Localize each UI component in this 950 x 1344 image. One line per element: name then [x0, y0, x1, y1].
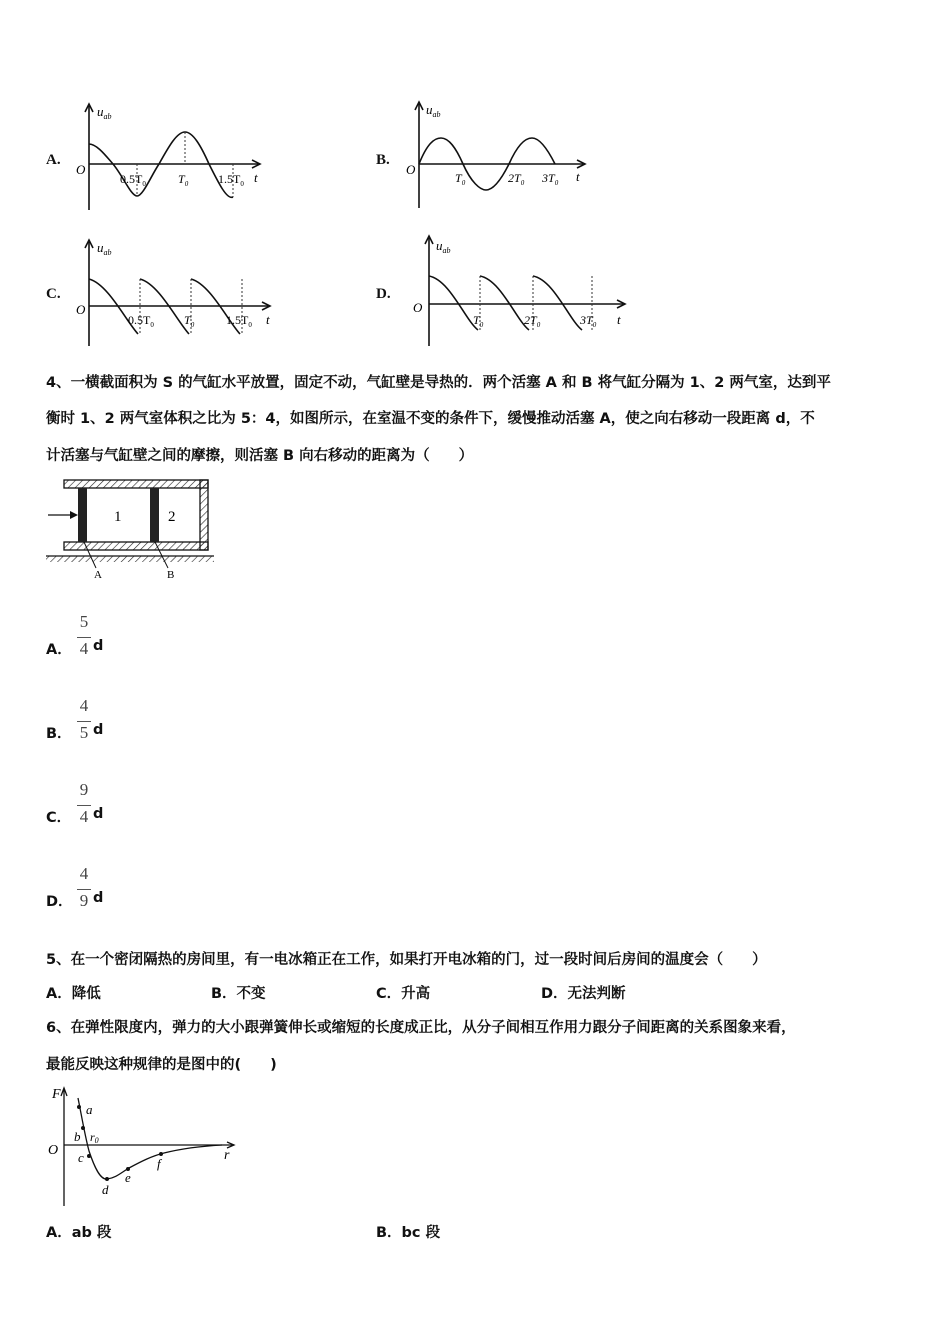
svg-text:t: t	[266, 312, 270, 327]
svg-text:3T0: $3T_0$	[580, 313, 597, 329]
option-unit: d	[93, 722, 104, 738]
q3-option-c-graph	[70, 236, 280, 348]
svg-text:2T0: $2T_0$	[508, 171, 525, 187]
tick-label: $0.5T_0$	[120, 172, 146, 188]
cylinder-end-wall	[200, 480, 208, 550]
tick-label: $T_0$	[178, 172, 189, 188]
ground-hatch	[46, 556, 214, 562]
svg-text:b: b	[74, 1129, 81, 1144]
svg-text:2T0: $2T_0$	[524, 313, 541, 329]
q4-text-line: 计活塞与气缸壁之间的摩擦，则活塞 B 向右移动的距离为（ ）	[46, 448, 474, 464]
q5-option-a[interactable]: A．降低	[46, 986, 101, 1002]
q5-option-c[interactable]: C．升高	[376, 986, 431, 1002]
option-unit: d	[93, 806, 104, 822]
x-label: r	[224, 1148, 230, 1163]
svg-text:uab: $u_{ab}$	[426, 102, 441, 119]
q3-option-d-label: D.	[376, 286, 391, 302]
q5-text: 5、在一个密闭隔热的房间里，有一电冰箱正在工作，如果打开电冰箱的门，过一段时间后房间的温度会（ ）	[46, 952, 767, 968]
svg-text:O: O	[413, 300, 423, 315]
q4-text-line: 衡时 1、2 两气室体积之比为 5：4，如图所示，在室温不变的条件下，缓慢推动活塞 A，使之向右移动一段距离 d，不	[46, 411, 815, 427]
svg-text:O: O	[406, 162, 416, 177]
q6-option-a[interactable]: A．ab 段	[46, 1225, 112, 1241]
tick-label: $1.5T_0$	[218, 172, 244, 188]
svg-text:0.5T0: $0.5T_0$	[128, 313, 154, 329]
option-label: A．	[46, 642, 72, 658]
q6-option-b[interactable]: B．bc 段	[376, 1225, 441, 1241]
q3-option-d-graph	[400, 232, 632, 348]
svg-text:c: c	[78, 1150, 84, 1165]
svg-text:t: t	[617, 312, 621, 327]
option-unit: d	[93, 638, 104, 654]
option-label: B．	[46, 726, 72, 742]
piston-b-label: B	[167, 569, 175, 580]
piston-a	[78, 488, 87, 542]
svg-text:uab: $u_{ab}$	[436, 238, 451, 255]
y-label: F	[52, 1087, 61, 1102]
force-curve	[78, 1098, 222, 1179]
y-label: $u_{ab}$	[97, 104, 112, 121]
piston-b	[150, 488, 159, 542]
x-label: t	[254, 170, 258, 185]
svg-text:uab: $u_{ab}$	[97, 240, 112, 257]
r0-label: r0	[90, 1130, 99, 1145]
option-label: C．	[46, 810, 72, 826]
q6-text-line: 6、在弹性限度内，弹力的大小跟弹簧伸长或缩短的长度成正比，从分子间相互作用力跟分子间距离的关系图象来看，	[46, 1020, 796, 1036]
push-arrow-head	[70, 511, 78, 519]
svg-text:T0: $T_0$	[473, 313, 484, 329]
origin-label: O	[76, 162, 86, 177]
q4-text-line: 4、一横截面积为 S 的气缸水平放置，固定不动，气缸壁是导热的．两个活塞 A 和 B 将气缸分隔为 1、2 两气室，达到平	[46, 375, 831, 391]
q5-option-d[interactable]: D．无法判断	[541, 986, 626, 1002]
q6-force-distance-graph	[44, 1084, 240, 1210]
piston-a-label: A	[94, 569, 102, 580]
origin-label: O	[48, 1143, 59, 1158]
chamber-2-label: 2	[168, 509, 176, 525]
svg-text:e: e	[125, 1170, 131, 1185]
q3-option-b-label: B.	[376, 152, 390, 168]
svg-text:T0: $T_0$	[455, 171, 466, 187]
svg-text:t: t	[576, 169, 580, 184]
svg-text:T0: $T_0$	[184, 313, 195, 329]
svg-text:d: d	[102, 1182, 109, 1197]
cylinder-top-wall	[64, 480, 208, 488]
q6-text-line: 最能反映这种规律的是图中的( )	[46, 1057, 277, 1073]
q4-cylinder-figure	[44, 476, 216, 580]
chamber-1-label: 1	[114, 509, 122, 525]
waveform	[429, 276, 582, 330]
option-unit: d	[93, 890, 104, 906]
svg-text:a: a	[86, 1102, 93, 1117]
q3-option-a-graph	[70, 100, 270, 212]
q3-option-c-label: C.	[46, 286, 61, 302]
svg-text:O: O	[76, 302, 86, 317]
svg-text:f: f	[157, 1156, 161, 1171]
option-label: D．	[46, 894, 73, 910]
q3-option-a-label: A.	[46, 152, 61, 168]
svg-text:3T0: $3T_0$	[542, 171, 559, 187]
q3-option-b-graph	[400, 98, 590, 210]
q5-option-b[interactable]: B．不变	[211, 986, 266, 1002]
svg-text:1.5T0: $1.5T_0$	[226, 313, 252, 329]
